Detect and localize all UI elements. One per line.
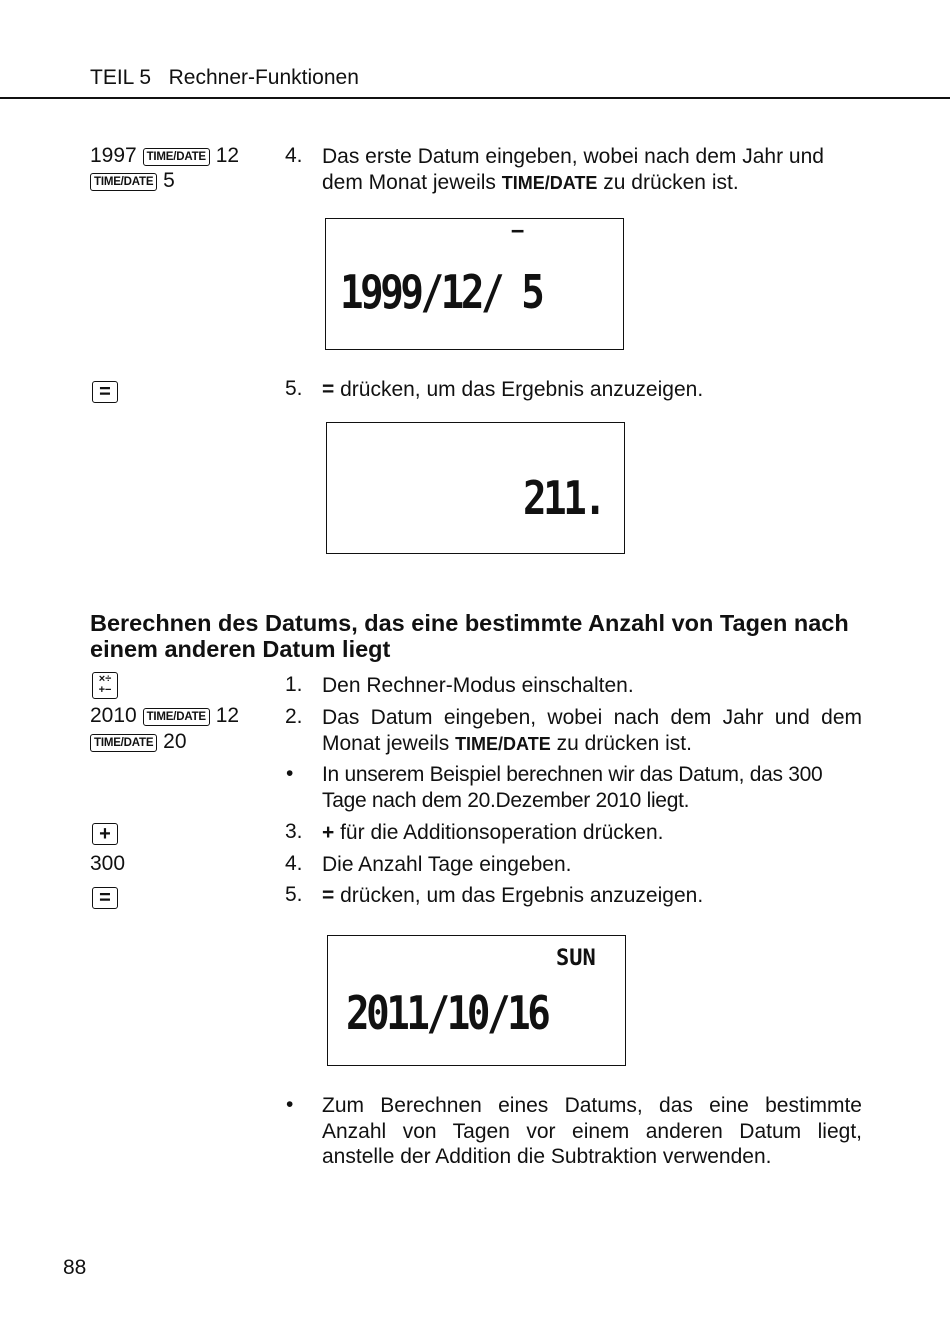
page-number: 88 <box>63 1256 87 1279</box>
step-text-part: drücken, um das Ergebnis anzuzeigen. <box>334 378 704 401</box>
lcd-display-result-days <box>326 422 625 554</box>
step-text <box>322 883 862 909</box>
equals-key-ref: = <box>322 884 335 907</box>
time-date-key-ref: TIME/DATE <box>501 172 598 193</box>
step-number: 1. <box>285 673 303 696</box>
header-divider <box>0 97 950 99</box>
equals-key-icon <box>92 380 118 404</box>
plus-key-icon <box>92 822 118 846</box>
step-text <box>322 705 862 757</box>
header-chapter: Rechner-Funktionen <box>168 66 359 89</box>
key-sequence-line-1 <box>90 704 239 728</box>
step-text-part: Das Datum eingeben, wobei nach dem Jahr und dem Monat jeweils <box>322 706 862 755</box>
lcd-display-result-date <box>327 935 626 1066</box>
running-header <box>90 66 359 90</box>
step-text <box>322 820 862 846</box>
equals-key: = <box>92 381 118 403</box>
plus-key-ref: + <box>322 821 335 844</box>
time-date-key: TIME/DATE <box>143 148 210 166</box>
step-text-part: Das erste Datum eingeben, wobei nach dem Jahr und dem Monat jeweils <box>322 145 824 194</box>
key-year: 2010 <box>90 704 137 727</box>
calc-mode-key: ×÷ +− <box>92 672 118 699</box>
equals-key-ref: = <box>322 378 335 401</box>
note-text: In unserem Beispiel berechnen wir das Datum, das 300 Tage nach dem 20.Dezember 2010 liegt. <box>322 763 823 812</box>
time-date-key: TIME/DATE <box>90 734 157 752</box>
step-text <box>322 377 862 403</box>
lcd-value: 211. <box>523 471 604 525</box>
step-text: Die Anzahl Tage eingeben. <box>322 853 572 876</box>
step-text-part: zu drücken ist. <box>550 731 692 755</box>
step-number: 5. <box>285 883 303 906</box>
key-number-300: 300 <box>90 852 126 875</box>
calc-mode-key-icon <box>92 672 118 699</box>
key-day: 5 <box>163 169 175 192</box>
header-part: TEIL 5 <box>90 66 152 89</box>
step-number: 4. <box>285 852 303 875</box>
section-title: Berechnen des Datums, das eine bestimmte Anzahl von Tagen nach einem anderen Datum liegt <box>90 610 849 662</box>
key-sequence-line-2 <box>90 730 187 754</box>
step-number: 4. <box>285 144 303 167</box>
bullet: • <box>286 1093 294 1116</box>
step-number: 3. <box>285 820 303 843</box>
step-text-part: für die Additionsoperation drücken. <box>334 821 664 844</box>
lcd-value: 1999/12/ 5 <box>340 265 542 319</box>
step-number: 2. <box>285 705 303 728</box>
step-text: Den Rechner-Modus einschalten. <box>322 674 634 697</box>
equals-key-icon <box>92 886 118 910</box>
time-date-key: TIME/DATE <box>90 173 157 191</box>
lcd-value: 2011/10/16 <box>346 986 548 1040</box>
key-year: 1997 <box>90 144 137 167</box>
lcd-weekday: SUN <box>556 946 596 971</box>
note-text: Zum Berechnen eines Datums, das eine bestimmte Anzahl von Tagen vor einem anderen Datum liegt, anstelle der Addition die Subtraktion verwenden. <box>322 1094 862 1168</box>
time-date-key: TIME/DATE <box>143 708 210 726</box>
key-sequence-line-1 <box>90 144 239 168</box>
time-date-key-ref: TIME/DATE <box>455 733 551 754</box>
equals-key: = <box>92 887 118 909</box>
step-text-part: zu drücken ist. <box>597 170 739 194</box>
step-text-part: drücken, um das Ergebnis anzuzeigen. <box>334 884 704 907</box>
key-month: 12 <box>215 144 240 167</box>
plus-key: + <box>92 823 118 845</box>
bullet: • <box>286 762 294 785</box>
key-sequence-line-2 <box>90 169 175 193</box>
step-text <box>322 144 862 196</box>
step-number: 5. <box>285 377 303 400</box>
lcd-display-date-input <box>325 218 624 350</box>
lcd-indicator: − <box>511 219 525 244</box>
key-day: 20 <box>163 730 187 753</box>
key-month: 12 <box>215 704 240 727</box>
